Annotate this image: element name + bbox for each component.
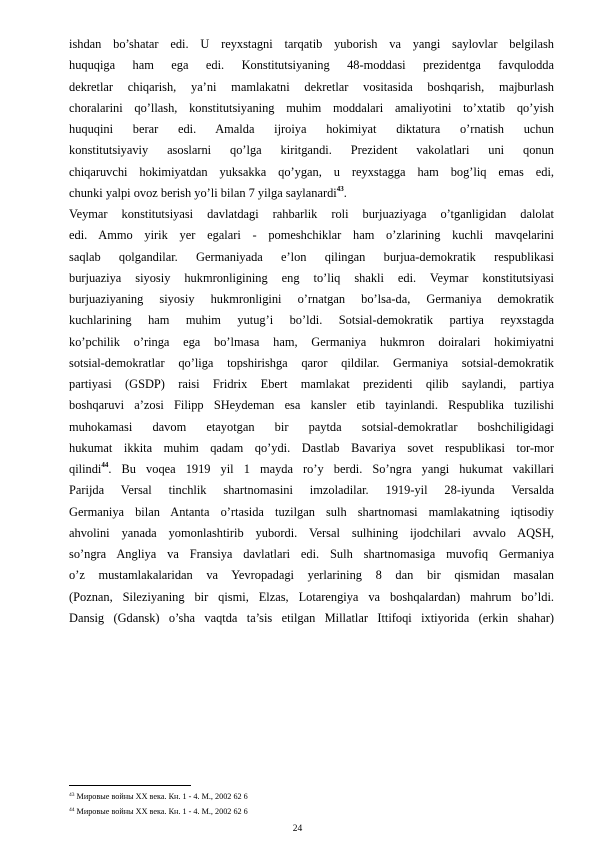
period: . <box>343 185 347 200</box>
text-line: so’ngra Angliya va Fransiya davlatlari edi. Sulh shartnomasiga muvofiq Germaniya <box>69 547 554 561</box>
text-fragment: . Bu voqea 1919 yil 1 mayda ro’y berdi. So’ngra yangi hukumat vakillari <box>108 462 554 476</box>
text-line: burjuaziyaning siyosiy hukmronligini o’rnatgan bo’lsa-da, Germaniya demokratik <box>69 292 554 306</box>
text-line: dekretlar chiqarish, ya’ni mamlakatni dekretlar vositasida boshqarish, majburlash <box>69 79 554 94</box>
footnote-ref-43[interactable]: 43 <box>336 184 344 193</box>
footnote-number: 44 <box>69 807 75 813</box>
footnote-43 <box>69 789 554 804</box>
text-line: partiyasi (GSDP) raisi Fridrix Ebert mamlakat prezidenti qilib saylandi, partiya <box>69 377 554 391</box>
text-line: chiqaruvchi hokimiyatdan yuksakka qo’ygan, u reyxstagga ham bog’liq emas edi, <box>69 164 554 179</box>
text-line: edi. Ammo yirik yer egalari - pomeshchiklar ham o’zlarining kuchli mavqelarini <box>69 228 554 243</box>
text-line: ko’pchilik o’ringa ega bo’lmasa ham, Germaniya hukmron doiralari hokimiyatni <box>69 334 554 349</box>
text-line: muhokamasi davom etayotgan bir paytda sotsial-demokratlar boshchiligidagi <box>69 419 554 434</box>
text-line <box>69 459 554 480</box>
text-line: burjuaziya siyosiy hukmronligining eng to’liq shakli edi. Veymar konstitutsiyasi <box>69 270 554 285</box>
body-text <box>69 34 554 629</box>
text-line: hukumat ikkita muhim qadam qo’ydi. Dastlab Bavariya sovet respublikasi tor-mor <box>69 440 554 455</box>
text-line: boshqaruvi a’zosi Filipp SHeydeman esa kansler etib tayinlandi. Respublika tuzilishi <box>69 398 554 413</box>
footnote-text: Мировые войны ХХ века. Кн. 1 - 4. М., 2002 62 6 <box>74 792 248 801</box>
footnote-number: 43 <box>69 792 75 798</box>
text-fragment: qilindi <box>69 462 102 476</box>
text-line <box>69 183 554 204</box>
text-line: huquqiga ham ega edi. Konstitutsiyaning 48-moddasi prezidentga favqulodda <box>69 58 554 73</box>
text-line: saqlab qolgandilar. Germaniyada e’lon qilingan burjua-demokratik respublikasi <box>69 249 554 264</box>
text-line: Veymar konstitutsiyasi davlatdagi rahbarlik roli burjuaziyaga o’tganligidan dalolat <box>69 207 554 221</box>
text-line: Germaniya bilan Antanta o’rtasida tuzilgan sulh shartnomasi mamlakatning iqtisodiy <box>69 504 554 519</box>
footnote-44 <box>69 804 554 819</box>
footnote-text: Мировые войны ХХ века. Кн. 1 - 4. М., 2002 62 6 <box>74 807 248 816</box>
text-line: Parijda Versal tinchlik shartnomasini imzoladilar. 1919-yil 28-iyunda Versalda <box>69 483 554 498</box>
page-number: 24 <box>292 824 303 834</box>
paragraph-end-text: chunki yalpi ovoz berish yo’li bilan 7 yilga saylanardi <box>69 185 337 200</box>
footnote-ref-44[interactable]: 44 <box>101 461 109 469</box>
footnote-separator <box>69 785 191 786</box>
text-line: choralarini qo’llash, konstitutsiyaning muhim moddalari amaliyotini to’xtatib qo’yish <box>69 100 554 115</box>
text-line: huquqini berar edi. Amalda ijroiya hokimiyat diktatura o’rnatish uchun <box>69 122 554 136</box>
text-line: ishdan bo’shatar edi. U reyxstagni tarqatib yuborish va yangi saylovlar belgilash <box>69 37 554 51</box>
text-line: kuchlarining ham muhim yutug’i bo’ldi. Sotsial-demokratik partiya reyxstagda <box>69 313 554 328</box>
text-line: ahvolini yanada yomonlashtirib yubordi. Versal sulhining ijodchilari avvalo AQSH, <box>69 525 554 540</box>
text-line: sotsial-demokratlar qo’liga topshirishga qaror qildilar. Germaniya sotsial-demokratik <box>69 355 554 370</box>
footnotes <box>69 789 554 819</box>
text-line: konstitutsiyaviy asoslarni qo’lga kiritgandi. Prezident vakolatlari uni qonun <box>69 143 554 158</box>
text-line: (Poznan, Sileziyaning bir qismi, Elzas, Lotarengiya va boshqalardan) mahrum bo’ldi. <box>69 589 554 604</box>
text-line: Dansig (Gdansk) o’sha vaqtda ta’sis etilgan Millatlar Ittifoqi ixtiyorida (erkin shahar) <box>69 610 554 625</box>
text-line: o’z mustamlakalaridan va Yevropadagi yerlarining 8 dan bir qismidan masalan <box>69 568 554 583</box>
